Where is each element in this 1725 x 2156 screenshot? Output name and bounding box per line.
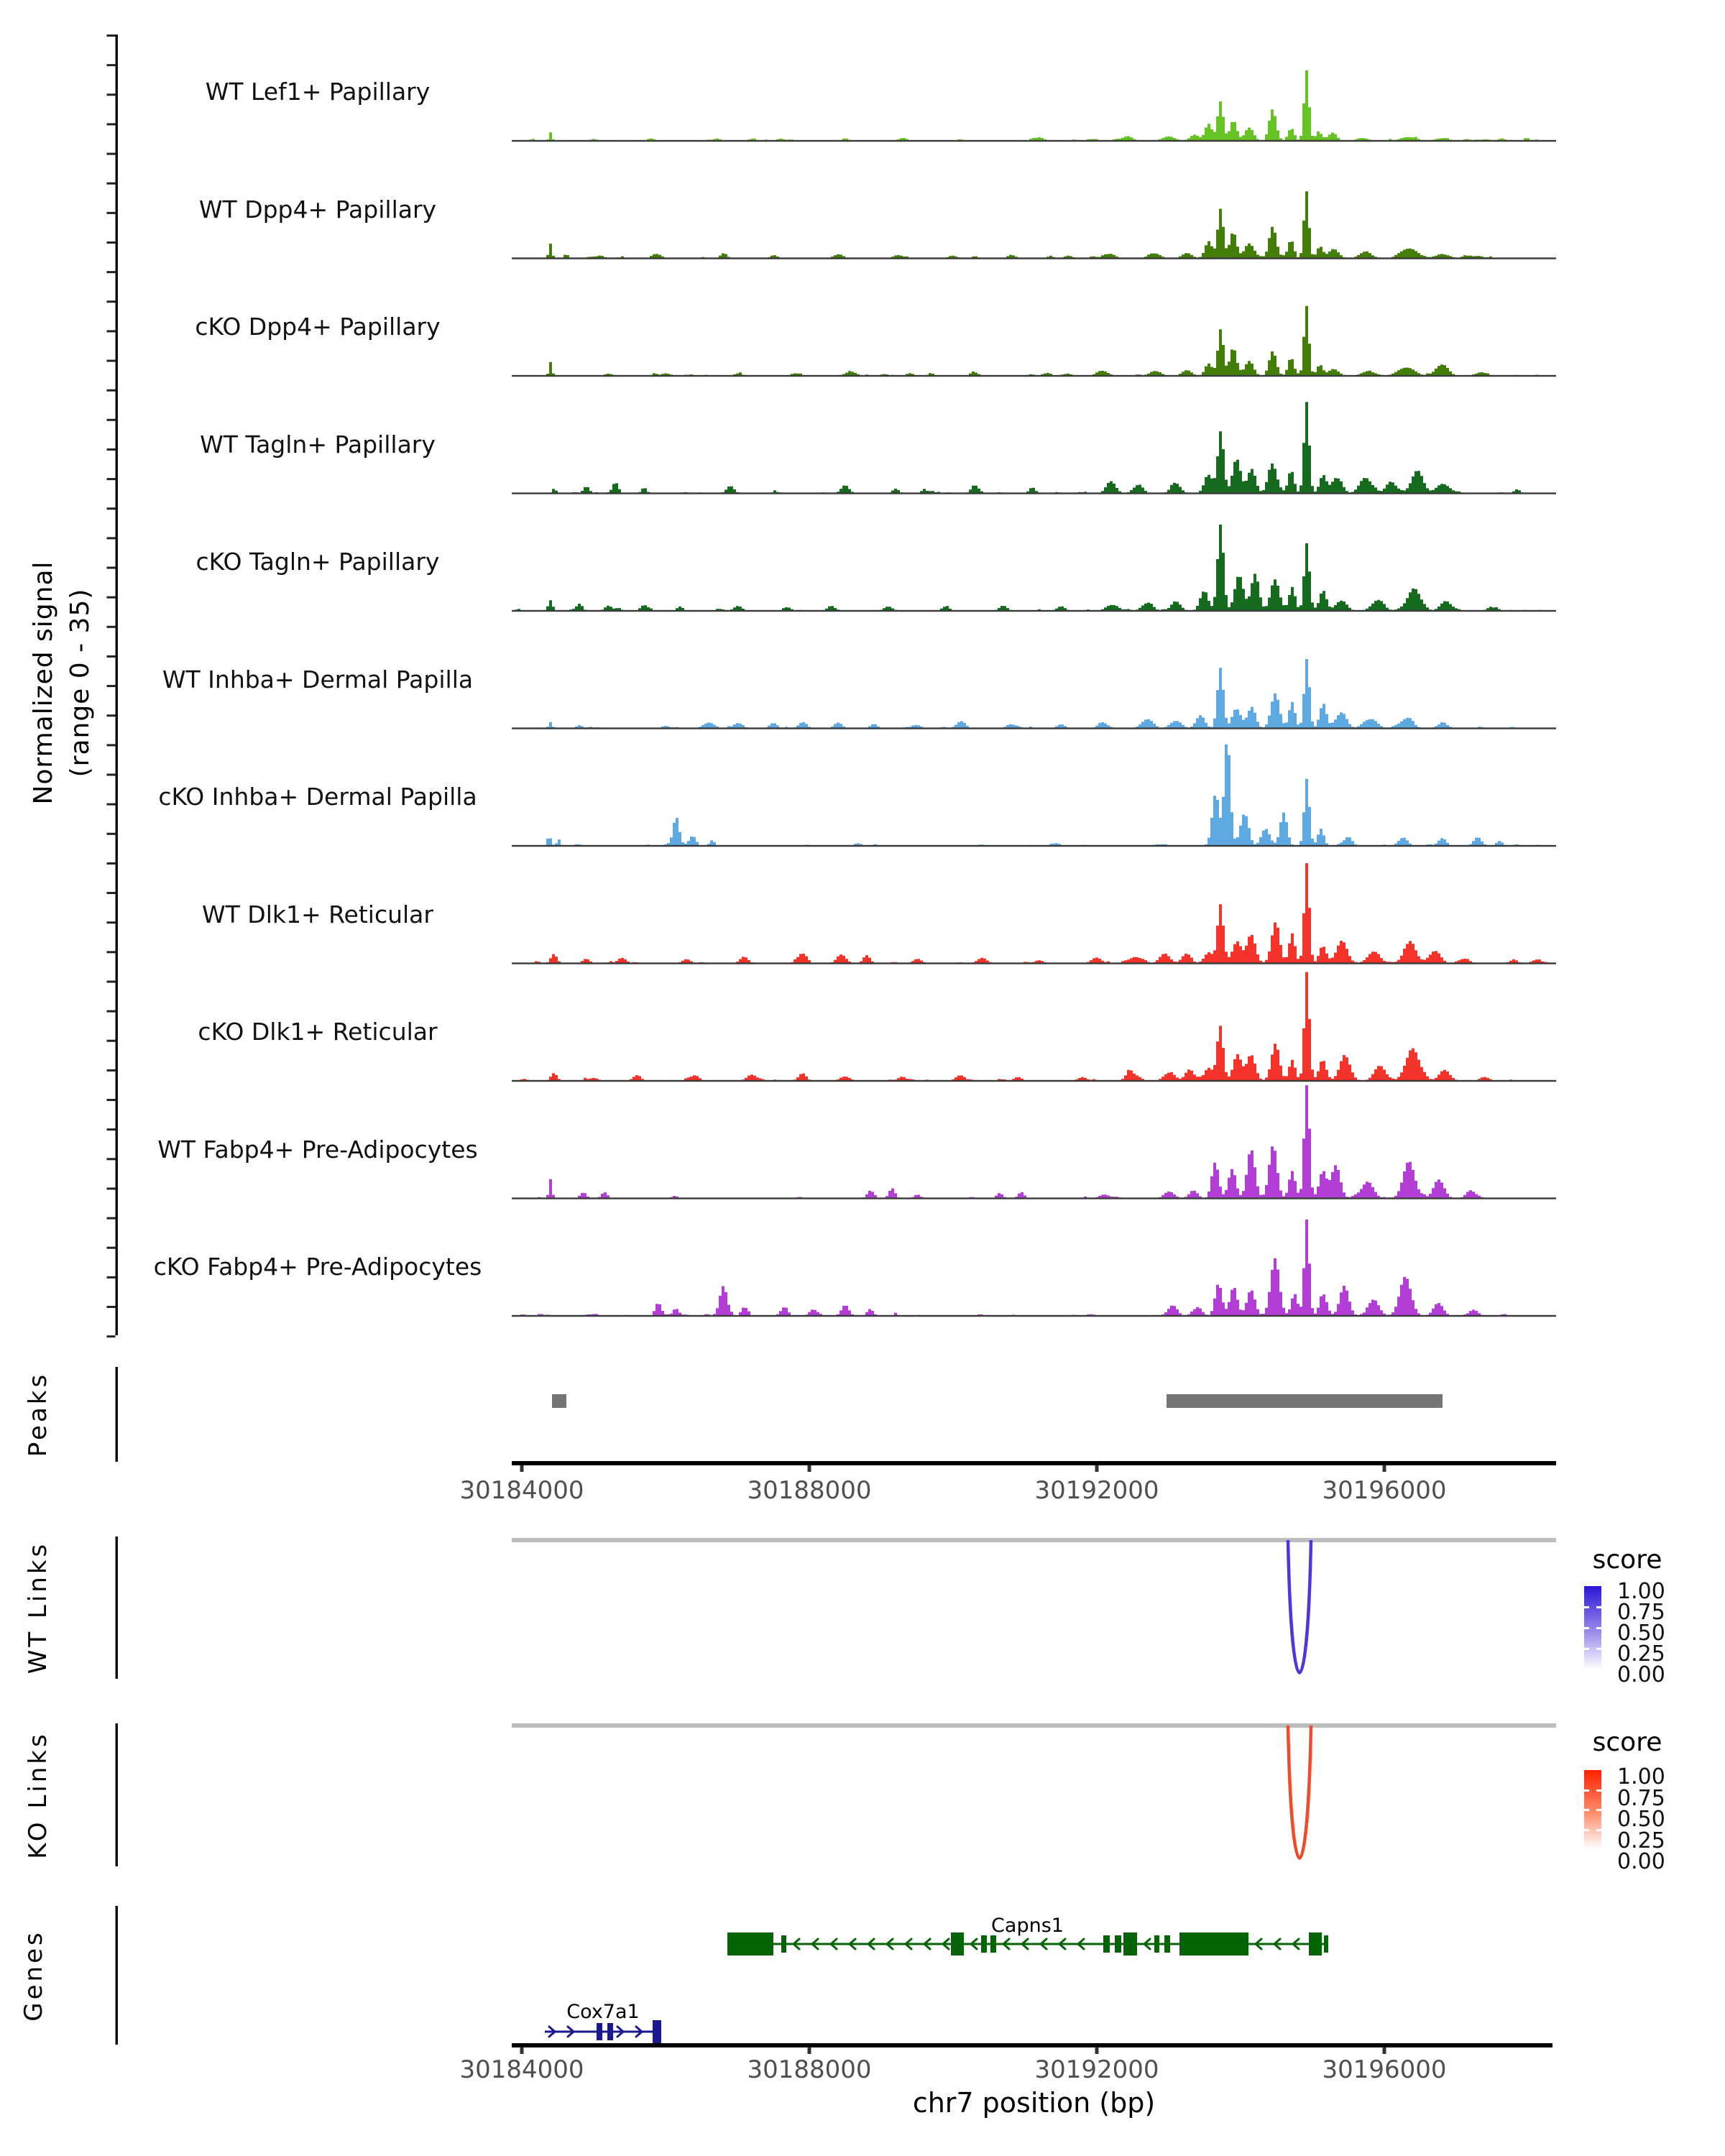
axis-tick-mark: [107, 1187, 116, 1189]
score-legend-title-1: score: [1592, 1728, 1662, 1757]
legend-tick-dash: [1596, 1648, 1601, 1650]
axis-tick-mark: [107, 1128, 116, 1130]
x-axis-tick-bottom: [1383, 2047, 1386, 2054]
track-label-10: cKO Fabp4+ Pre-Adipocytes: [153, 1253, 482, 1281]
gene-exon: [597, 2023, 602, 2040]
axis-tick-mark: [107, 1099, 116, 1101]
legend-tick-dash: [1596, 1606, 1601, 1608]
section-label-3: Genes: [19, 1929, 48, 2022]
legend-tick-dash: [1584, 1648, 1589, 1650]
legend-tick-dash: [1584, 1829, 1589, 1831]
x-axis-title: chr7 position (bp): [912, 2087, 1156, 2119]
peak-interval-1: [1167, 1394, 1443, 1408]
score-tick-0-0: 1.00: [1617, 1579, 1665, 1604]
axis-tick-mark: [107, 241, 116, 244]
track-baseline: [512, 1315, 1556, 1317]
section-label-1: WT Links: [24, 1541, 52, 1674]
legend-tick-dash: [1584, 1809, 1589, 1811]
x-axis-tick-top: [1383, 1465, 1386, 1472]
axis-tick-mark: [107, 34, 116, 37]
axis-tick-mark: [107, 744, 116, 746]
axis-tick-mark: [107, 892, 116, 894]
track-label-0: WT Lef1+ Papillary: [205, 78, 431, 106]
x-axis-tick-top: [1095, 1465, 1099, 1472]
signal-area-track-9: [512, 1085, 1558, 1198]
track-baseline: [512, 140, 1556, 142]
track-label-6: cKO Inhba+ Dermal Papilla: [158, 783, 477, 811]
axis-tick-mark: [107, 64, 116, 66]
signal-area-track-0: [512, 70, 1558, 141]
signal-area-track-1: [512, 191, 1558, 258]
peak-interval-0: [552, 1394, 566, 1408]
track-label-5: WT Inhba+ Dermal Papilla: [162, 665, 474, 694]
gene-exon: [1179, 1932, 1248, 1955]
axis-tick-mark: [107, 951, 116, 953]
axis-tick-mark: [107, 1306, 116, 1308]
legend-tick-dash: [1584, 1627, 1589, 1629]
axis-tick-mark: [107, 1069, 116, 1072]
gene-exon: [1309, 1932, 1322, 1955]
gene-exon: [1324, 1935, 1328, 1953]
track-label-1: WT Dpp4+ Papillary: [198, 195, 437, 224]
x-axis-tick-bottom: [520, 2047, 524, 2054]
section-bracket-3: [116, 1906, 119, 2045]
gene-exon: [1164, 1935, 1170, 1953]
legend-tick-dash: [1596, 1789, 1601, 1792]
axis-tick-mark: [107, 1217, 116, 1220]
section-label-0: Peaks: [24, 1371, 52, 1457]
axis-tick-mark: [107, 537, 116, 539]
legend-tick-dash: [1596, 1829, 1601, 1831]
track-label-2: cKO Dpp4+ Papillary: [195, 313, 441, 341]
signal-area-track-4: [512, 525, 1558, 611]
track-baseline: [512, 1080, 1556, 1082]
x-axis-line-bottom: [512, 2043, 1552, 2047]
track-baseline: [512, 1197, 1556, 1199]
score-tick-1-4: 0.00: [1617, 1849, 1665, 1874]
axis-tick-mark: [107, 271, 116, 273]
axis-tick-mark: [107, 478, 116, 480]
gene-exon: [607, 2023, 613, 2040]
track-label-8: cKO Dlk1+ Reticular: [198, 1018, 438, 1046]
x-tick-label-top-0: 30184000: [459, 1476, 584, 1505]
track-baseline: [512, 257, 1556, 259]
section-bracket-1: [116, 1537, 119, 1679]
signal-area-track-6: [512, 745, 1558, 846]
axis-tick-mark: [107, 1010, 116, 1013]
axis-tick-mark: [107, 507, 116, 510]
score-tick-0-1: 0.75: [1617, 1600, 1665, 1625]
track-baseline: [512, 727, 1556, 729]
section-bracket-0: [116, 1367, 119, 1462]
score-tick-1-1: 0.75: [1617, 1786, 1665, 1811]
axis-tick-mark: [107, 774, 116, 776]
gene-exon: [727, 1932, 773, 1955]
gene-name-Cox7a1: Cox7a1: [566, 2001, 640, 2023]
x-tick-label-top-1: 30188000: [747, 1476, 872, 1505]
section-bracket-2: [116, 1723, 119, 1866]
score-tick-0-4: 0.00: [1617, 1662, 1665, 1687]
x-tick-label-bottom-1: 30188000: [747, 2055, 872, 2084]
legend-tick-dash: [1584, 1606, 1589, 1608]
signal-area-track-2: [512, 306, 1558, 376]
x-axis-tick-top: [520, 1465, 524, 1472]
score-tick-1-0: 1.00: [1617, 1764, 1665, 1789]
axis-tick-mark: [107, 862, 116, 865]
x-axis-tick-top: [808, 1465, 811, 1472]
axis-tick-mark: [107, 980, 116, 982]
track-label-9: WT Fabp4+ Pre-Adipocytes: [157, 1135, 478, 1164]
score-tick-1-2: 0.50: [1617, 1807, 1665, 1832]
x-tick-label-bottom-3: 30196000: [1322, 2055, 1447, 2084]
track-baseline: [512, 492, 1556, 494]
track-baseline: [512, 610, 1556, 612]
gene-exon: [1154, 1935, 1159, 1953]
axis-tick-mark: [107, 833, 116, 835]
signal-area-track-10: [512, 1220, 1558, 1316]
score-tick-0-2: 0.50: [1617, 1621, 1665, 1646]
signal-area-track-7: [512, 863, 1558, 963]
legend-tick-dash: [1596, 1627, 1601, 1629]
axis-tick-mark: [107, 1247, 116, 1249]
gene-name-Capns1: Capns1: [991, 1915, 1064, 1937]
axis-tick-mark: [107, 390, 116, 392]
axis-tick-mark: [107, 123, 116, 125]
signal-area-track-5: [512, 659, 1558, 729]
track-label-7: WT Dlk1+ Reticular: [202, 900, 433, 929]
score-legend-title-0: score: [1592, 1545, 1662, 1575]
y-axis-label-line1: Normalized signal: [29, 561, 58, 805]
axis-tick-mark: [107, 626, 116, 628]
axis-tick-mark: [107, 714, 116, 717]
track-label-4: cKO Tagln+ Papillary: [196, 548, 440, 576]
axis-tick-mark: [107, 1335, 116, 1337]
link-arc-0: [1288, 1540, 1311, 1673]
axis-tick-mark: [107, 596, 116, 599]
axis-tick-mark: [107, 360, 116, 362]
link-arc-1: [1288, 1726, 1311, 1858]
gene-body-Cox7a1: [545, 2031, 661, 2033]
gene-exon: [781, 1935, 786, 1953]
x-tick-label-bottom-0: 30184000: [459, 2055, 584, 2084]
x-tick-label-top-2: 30192000: [1034, 1476, 1159, 1505]
legend-tick-dash: [1596, 1809, 1601, 1811]
links-baseline-1: [512, 1723, 1556, 1728]
score-tick-0-3: 0.25: [1617, 1641, 1665, 1667]
x-axis-tick-bottom: [808, 2047, 811, 2054]
axis-tick-mark: [107, 419, 116, 421]
track-baseline: [512, 962, 1556, 964]
track-baseline: [512, 845, 1556, 847]
x-tick-label-bottom-2: 30192000: [1034, 2055, 1159, 2084]
signal-area-track-8: [512, 972, 1558, 1081]
axis-tick-mark: [107, 153, 116, 155]
track-baseline: [512, 375, 1556, 377]
signal-area-track-3: [512, 402, 1558, 493]
section-label-2: KO Links: [24, 1731, 52, 1859]
legend-tick-dash: [1584, 1789, 1589, 1792]
axis-tick-mark: [107, 300, 116, 303]
axis-tick-mark: [107, 655, 116, 658]
links-baseline-0: [512, 1538, 1556, 1542]
x-axis-tick-bottom: [1095, 2047, 1099, 2054]
axis-tick-mark: [107, 183, 116, 185]
y-axis-label-line2: (range 0 - 35): [65, 588, 95, 778]
x-axis-line-top: [512, 1461, 1556, 1465]
score-tick-1-3: 0.25: [1617, 1828, 1665, 1853]
x-tick-label-top-3: 30196000: [1322, 1476, 1447, 1505]
track-label-3: WT Tagln+ Papillary: [200, 430, 436, 459]
